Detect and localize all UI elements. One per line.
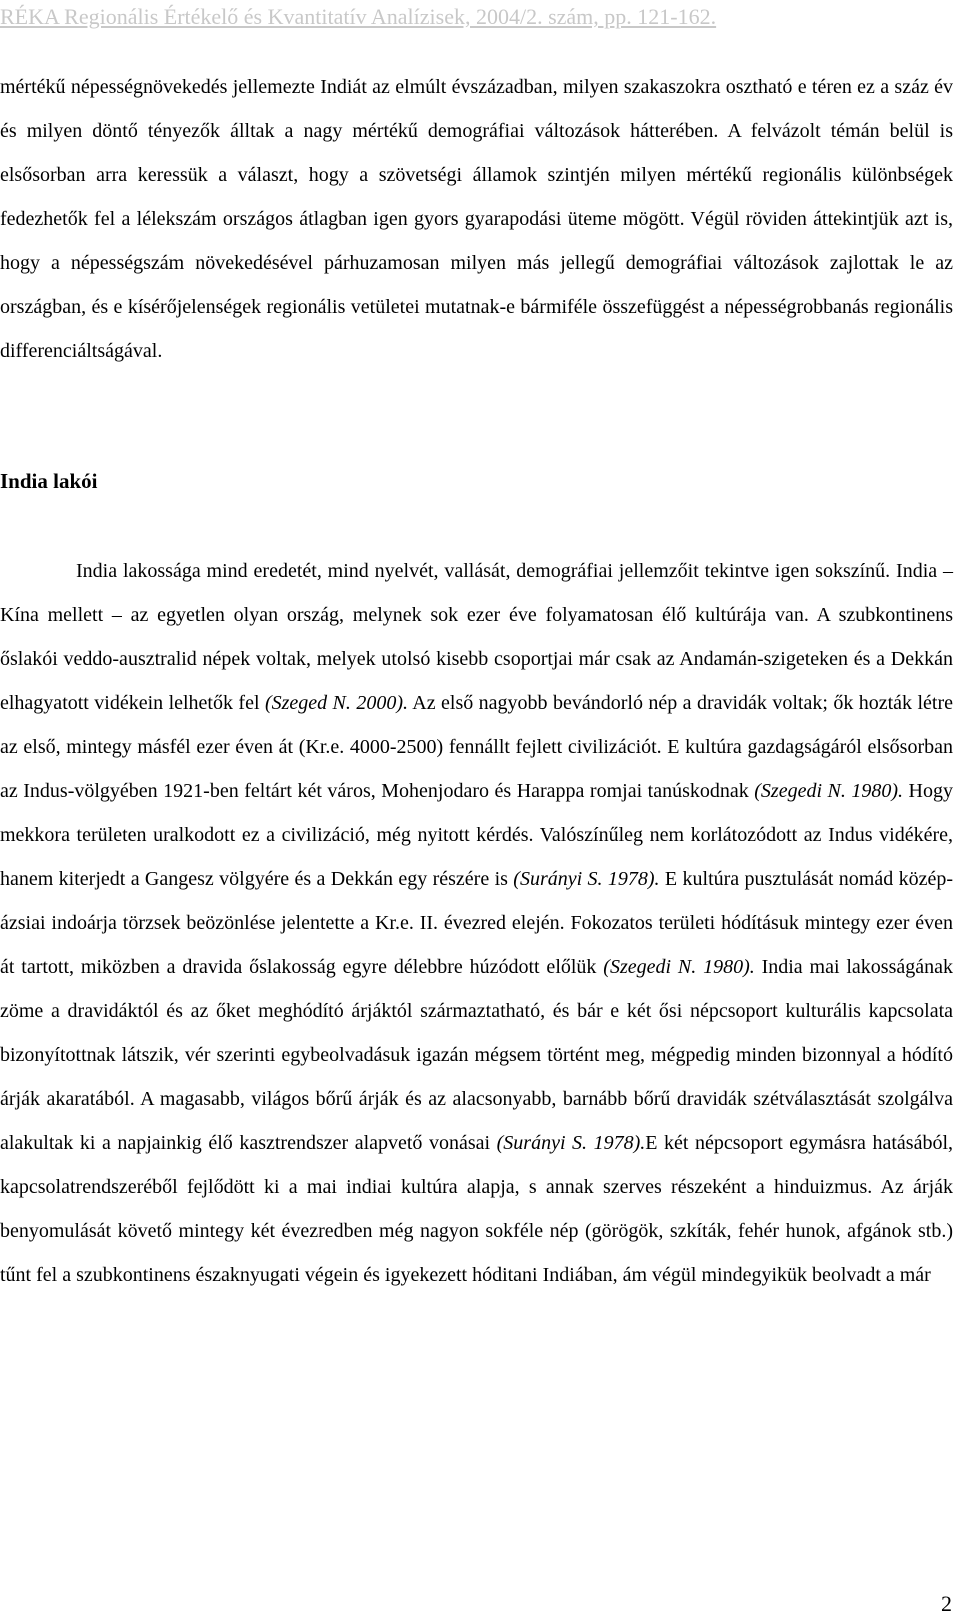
citation: (Szeged N. 2000).	[264, 692, 408, 714]
page-number: 2	[941, 1591, 952, 1616]
body-paragraph-1: mértékű népességnövekedés jellemezte Indiát az elmúlt évszázadban, milyen szakaszokra osztható e téren ez a száz év és milyen döntő tényezők álltak a nagy mértékű demográfiai változások hátterében. A felvázolt témán belül is elsősorban arra keressük a választ, hogy a szövetségi államok szintjén milyen mértékű regionális különbségek fedezhetők fel a lélekszám országos átlagban igen gyors gyarapodási üteme mögött. Végül röviden áttekintjük azt is, hogy a népességszám növekedésével párhuzamosan milyen más jellegű demográfiai változások zajlottak le az országban, és e kísérőjelenségek regionális vetületei mutatnak-e bármiféle összefüggést a népességrobbanás regionális differenciáltságával.	[0, 76, 953, 362]
paragraph-segment: Hogy mekkora területen uralkodott ez a civilizáció, még nyitott kérdés. Valószínűleg nem korlátozódott az Indus vidékére, hanem kiterjedt a Gangesz völgyére és a Dekkán egy részére is	[0, 780, 953, 890]
paragraph-segment: Az első nagyobb bevándorló nép a dravidák voltak; ők hozták létre az első, mintegy másfél ezer éven át (Kr.e. 4000-2500) fennállt fejlett civilizációt. E kultúra gazdagságáról elsősorban az Indus-völgyében 1921-ben feltárt két város, Mohenjodaro és Harappa romjai tanúskodnak	[0, 692, 954, 802]
running-header: RÉKA Regionális Értékelő és Kvantitatív Analízisek, 2004/2. szám, pp. 121-162.	[0, 4, 717, 29]
citation: (Szegedi N. 1980).	[754, 780, 904, 802]
paragraph-segment: India lakossága mind eredetét, mind nyelvét, vallását, demográfiai jellemzőit tekintve igen sokszínű. India – Kína mellett – az egyetlen olyan ország, melynek sok ezer éve folyamatosan élő kultúrája van. A szubkontinens őslakói veddo-ausztralid népek voltak, melyek utolsó kisebb csoportjai már csak az Andamán-szigeteken és a Dekkán elhagyatott vidékein lelhetők fel	[0, 560, 953, 714]
paragraph-segment: India mai lakosságának zöme a dravidáktól és az őket meghódító árjáktól származtatható, és bár e két ősi népcsoport kulturális kapcsolata bizonyítottnak látszik, vér szerinti egybeolvadásuk igazán mégsem történt meg, mégpedig minden bizonnyal a hódító árják akaratából. A magasabb, világos bőrű árják és az alacsonyabb, barnább bőrű dravidák szétválasztását szolgálva alakultak ki a napjainkig élő kasztrendszer alapvető vonásai	[0, 956, 953, 1154]
section-heading: India lakói	[0, 469, 98, 493]
paragraph-segment: E két népcsoport egymásra hatásából, kapcsolatrendszeréből fejlődött ki a mai indiai kultúra alapja, s annak szerves részeként a hinduizmus. Az árják benyomulását követő mintegy két évezredben még nagyon sokféle nép (görögök, szkíták, fehér hunok, afgánok stb.) tűnt fel a szubkontinens északnyugati végein és igyekezett hóditani Indiában, ám végül mindegyikük beolvadt a már	[0, 1132, 954, 1286]
paragraph-segment: E kultúra pusztulását nomád közép-ázsiai indoárja törzsek beözönlése jelentette a Kr.e. II. évezred elején. Fokozatos területi hódításuk mintegy ezer éven át tartott, miközben a dravida őslakosság egyre délebbre húzódott előlük	[0, 868, 953, 978]
citation: (Surányi S. 1978).	[496, 1132, 646, 1154]
citation: (Szegedi N. 1980).	[603, 956, 755, 978]
citation: (Surányi S. 1978).	[513, 868, 660, 890]
body-paragraph-2	[0, 549, 953, 1297]
